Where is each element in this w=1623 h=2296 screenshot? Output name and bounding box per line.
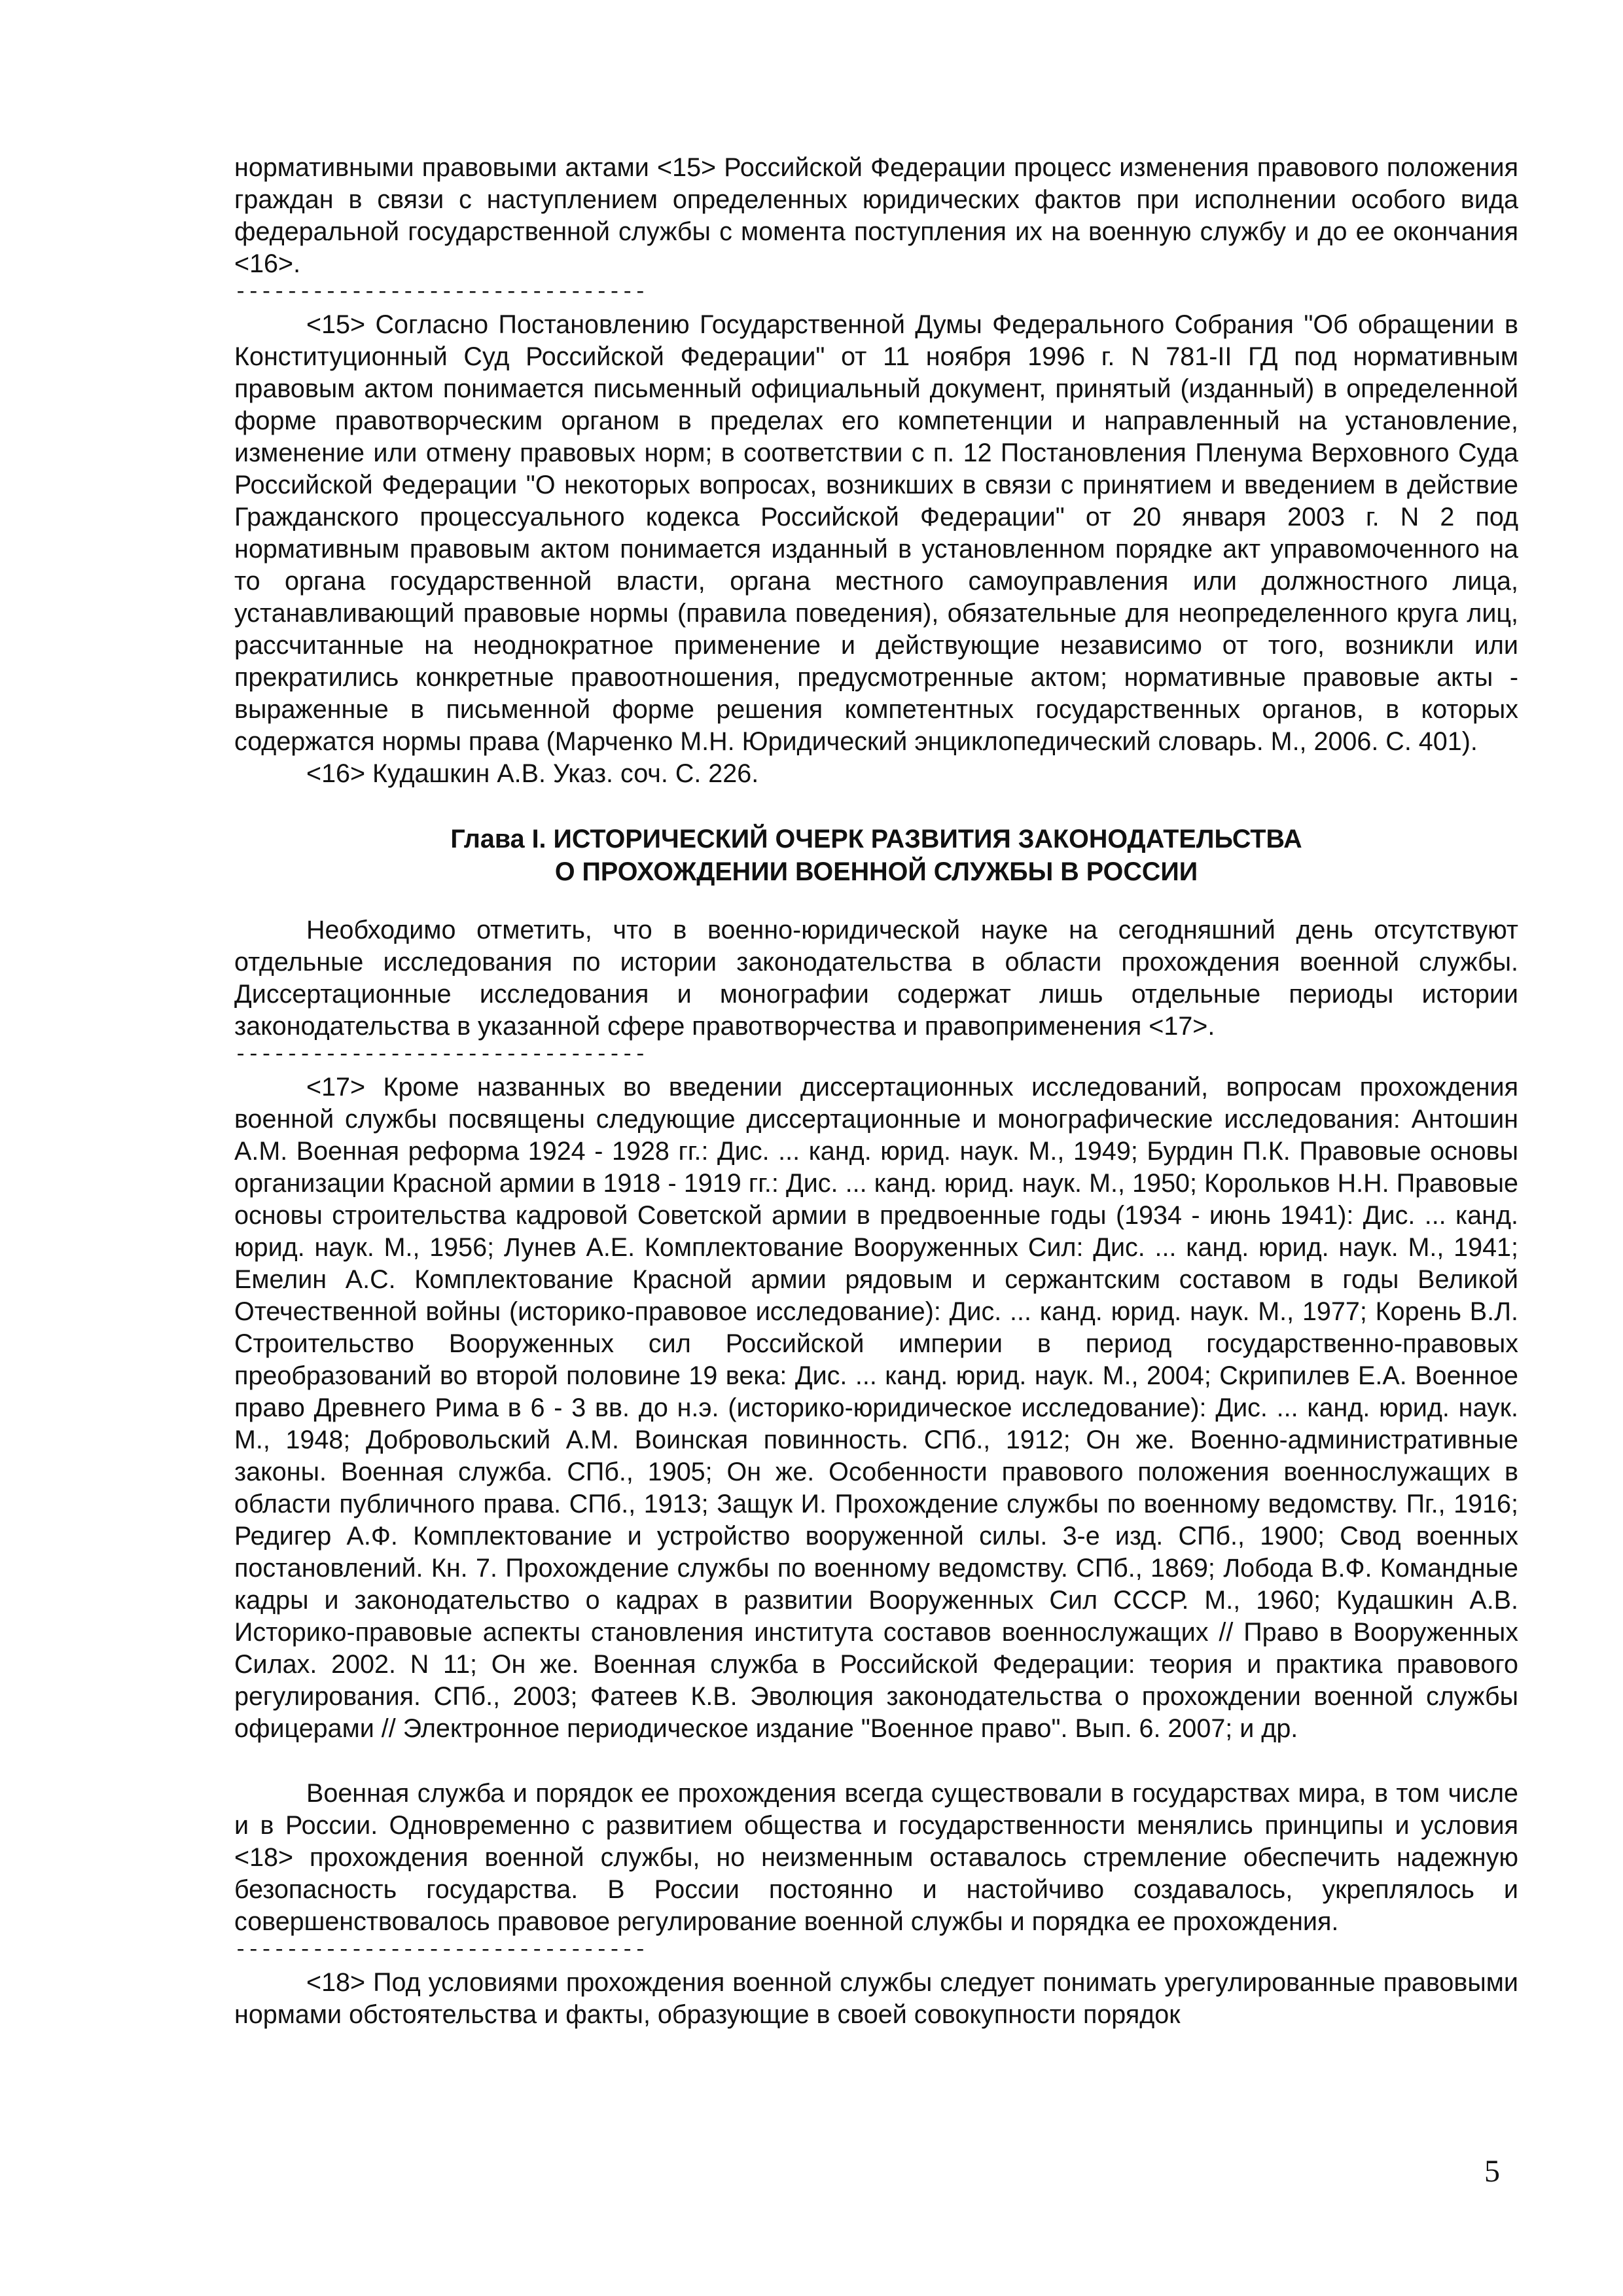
paragraph-military-service: Военная служба и порядок ее прохождения всегда существовали в государствах мира, в том числе и в России. Одновременно с развитием общества и государственности менялись принципы и условия <18> прохождения военной службы, но неизменным оставалось стремление обеспечить надежную безопасность государства. В России постоянно и настойчиво создавалось, укреплялось и совершенствовалось правовое регулирование военной службы и порядка ее прохождения.	[234, 1779, 1518, 1936]
footnote-16: <16> Кудашкин А.В. Указ. соч. С. 226.	[306, 759, 759, 788]
footnote-separator-3: --------------------------------	[234, 1939, 647, 1962]
page-number: 5	[1484, 2154, 1500, 2189]
document-page	[234, 152, 1518, 2031]
footnote-17: <17> Кроме названных во введении диссертационных исследований, вопросам прохождения военной службы посвящены следующие диссертационные и монографические исследования: Антошин А.М. Военная реформа 1924 - 1928 гг.: Дис. ... канд. юрид. наук. М., 1949; Бурдин П.К. Правовые основы организации Красной армии в 1918 - 1919 гг.: Дис. ... канд. юрид. наук. М., 1950; Корольков Н.Н. Правовые основы строительства кадровой Советской армии в предвоенные годы (1934 - июнь 1941): Дис. ... канд. юрид. наук. М., 1956; Лунев А.Е. Комплектование Вооруженных Сил: Дис. ... канд. юрид. наук. М., 1941; Емелин А.С. Комплектование Красной армии рядовым и сержантским составом в годы Великой Отечественной войны (историко-правовое исследование): Дис. ... канд. юрид. наук. М., 1977; Корень В.Л. Строительство Вооруженных сил Российской империи в период государственно-правовых преобразований во второй половине 19 века: Дис. ... канд. юрид. наук. М., 2004; Скрипилев Е.А. Военное право Древнего Рима в 6 - 3 вв. до н.э. (историко-юридическое исследование): Дис. ... канд. юрид. наук. М., 1948; Добровольский А.М. Воинская повинность. СПб., 1912; Он же. Военно-административные законы. Военная служба. СПб., 1905; Он же. Особенности правового положения военнослужащих в области публичного права. СПб., 1913; Защук И. Прохождение службы по военному ведомству. Пг., 1916; Редигер А.Ф. Комплектование и устройство вооруженной силы. 3-е изд. СПб., 1900; Свод военных постановлений. Кн. 7. Прохождение службы по военному ведомству. СПб., 1869; Лобода В.Ф. Командные кадры и законодательство о кадрах в развитии Вооруженных Сил СССР. М., 1960; Кудашкин А.В. Историко-правовые аспекты становления института составов военнослужащих // Право в Вооруженных Силах. 2002. N 11; Он же. Военная служба в Российской Федерации: теория и практика правового регулирования. СПб., 2003; Фатеев К.В. Эволюция законодательства о прохождении военной службы офицерами // Электронное периодическое издание "Военное право". Вып. 6. 2007; и др.	[234, 1073, 1518, 1743]
chapter-title-line-2: О ПРОХОЖДЕНИИ ВОЕННОЙ СЛУЖБЫ В РОССИИ	[554, 857, 1198, 886]
footnote-18: <18> Под условиями прохождения военной службы следует понимать урегулированные правовыми нормами обстоятельства и факты, образующие в своей совокупности порядок	[234, 1968, 1518, 2029]
footnote-15: <15> Согласно Постановлению Государственной Думы Федерального Собрания "Об обращении в Конституционный Суд Российской Федерации" от 11 ноября 1996 г. N 781-II ГД под нормативным правовым актом понимается письменный официальный документ, принятый (изданный) в определенной форме правотворческим органом в пределах его компетенции и направленный на установление, изменение или отмену правовых норм; в соответствии с п. 12 Постановления Пленума Верховного Суда Российской Федерации "О некоторых вопросах, возникших в связи с принятием и введением в действие Гражданского процессуального кодекса Российской Федерации" от 20 января 2003 г. N 2 под нормативным правовым актом понимается изданный в установленном порядке акт управомоченного на то органа государственной власти, органа местного самоуправления или должностного лица, устанавливающий правовые нормы (правила поведения), обязательные для неопределенного круга лиц, рассчитанные на неоднократное применение и действующие независимо от того, возникли или прекратились конкретные правоотношения, предусмотренные актом; нормативные правовые акты - выраженные в письменной форме решения компетентных государственных органов, в которых содержатся нормы права (Марченко М.Н. Юридический энциклопедический словарь. М., 2006. С. 401).	[234, 310, 1518, 756]
paragraph-intro: Необходимо отметить, что в военно-юридической науке на сегодняшний день отсутствуют отдельные исследования по истории законодательства в области прохождения военной службы. Диссертационные исследования и монографии содержат лишь отдельные периоды истории законодательства в указанной сфере правотворчества и правоприменения <17>.	[234, 916, 1518, 1041]
paragraph-continuation: нормативными правовыми актами <15> Российской Федерации процесс изменения правового положения граждан в связи с наступлением определенных юридических фактов при исполнении особого вида федеральной государственной службы с момента поступления их на военную службу и до ее окончания <16>.	[234, 153, 1518, 278]
chapter-title-line-1: Глава I. ИСТОРИЧЕСКИЙ ОЧЕРК РАЗВИТИЯ ЗАКОНОДАТЕЛЬСТВА	[450, 825, 1302, 853]
footnote-separator-1: --------------------------------	[234, 281, 647, 304]
footnote-separator-2: --------------------------------	[234, 1044, 647, 1066]
